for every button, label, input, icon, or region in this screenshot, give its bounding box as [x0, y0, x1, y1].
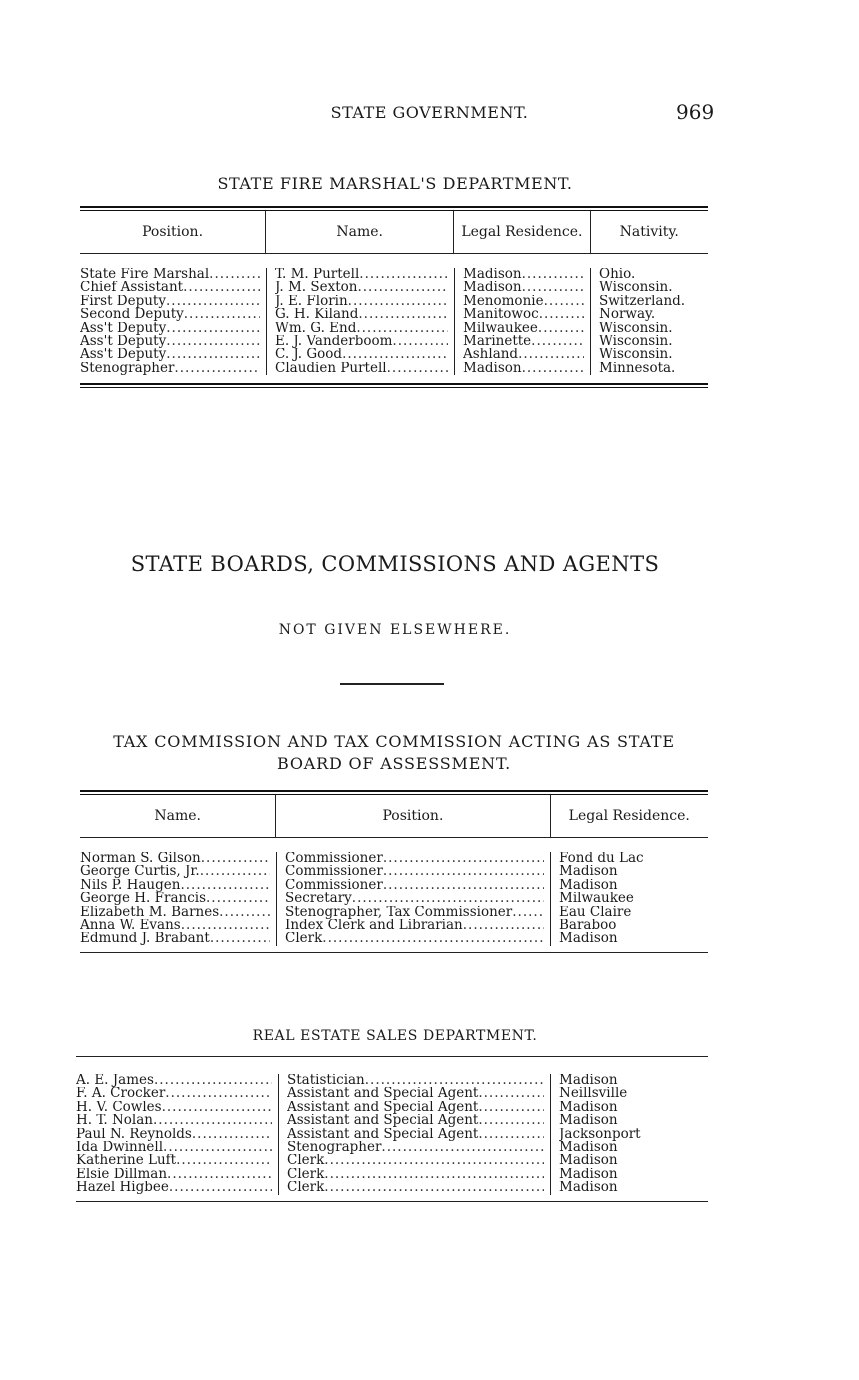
header-name: Name.: [154, 808, 201, 824]
dot-leader: [387, 362, 448, 375]
table-body: [80, 254, 708, 383]
name-cell-text: H. V. Cowles: [76, 1100, 162, 1115]
name-cell: [76, 1074, 272, 1087]
residence-cell-text: Milwaukee: [559, 892, 634, 906]
residence-cell-text: Neillsville: [559, 1087, 628, 1101]
tax-commission-title-line2: BOARD OF ASSESSMENT.: [277, 754, 511, 773]
residence-cell: [463, 348, 584, 361]
nativity-cell-text: Minnesota.: [599, 361, 676, 376]
table-body: [80, 838, 708, 952]
residence-cell-text: Milwaukee: [463, 321, 538, 336]
name-cell: [80, 879, 270, 892]
tax-commission-title: [78, 731, 710, 775]
name-cell: [275, 268, 448, 281]
residence-cell-text: Madison: [559, 1074, 618, 1088]
position-cell-text: Assistant and Special Agent: [287, 1114, 479, 1128]
name-cell-text: H. T. Nolan: [76, 1114, 153, 1128]
name-cell: [76, 1181, 272, 1194]
name-cell: [275, 362, 448, 375]
dot-leader: [183, 281, 260, 294]
position-cell: [287, 1114, 544, 1127]
dot-leader: [219, 906, 270, 919]
nativity-cell: [599, 362, 708, 375]
table-bottom-rule: [80, 383, 708, 388]
residence-cell: [559, 879, 708, 892]
dot-leader: [201, 852, 270, 865]
name-cell-text: J. E. Florin: [275, 294, 348, 309]
position-cell: [80, 362, 260, 375]
dot-leader: [357, 281, 448, 294]
dot-leader: [169, 1181, 272, 1194]
dot-leader: [200, 865, 270, 878]
residence-cell-text: Madison: [559, 865, 618, 879]
nativity-cell-text: Switzerland.: [599, 294, 686, 309]
name-cell-text: C. J. Good: [275, 348, 343, 362]
name-cell: [80, 919, 270, 932]
position-cell-text: Clerk: [287, 1181, 325, 1195]
dot-leader: [166, 348, 260, 361]
position-cell: [285, 879, 544, 892]
position-cell: [80, 348, 260, 361]
name-cell: [275, 295, 448, 308]
residence-cell: [463, 335, 584, 348]
dot-leader: [210, 932, 270, 945]
residence-cell-text: Eau Claire: [559, 905, 632, 920]
position-cell-text: Commissioner: [285, 878, 383, 893]
position-cell-text: Secretary: [285, 892, 352, 906]
nativity-cell: [599, 268, 708, 281]
position-cell-text: Commissioner: [285, 852, 383, 866]
residence-cell: [559, 919, 708, 932]
dot-leader: [392, 335, 448, 348]
table-bottom-rule: [80, 952, 708, 953]
dot-leader: [166, 322, 260, 335]
table-body: [76, 1057, 708, 1201]
dot-leader: [163, 1141, 272, 1154]
dot-leader: [153, 1114, 272, 1127]
position-cell: [80, 335, 260, 348]
residence-cell: [559, 1181, 708, 1194]
residence-cell-text: Madison: [559, 1141, 618, 1155]
dot-leader: [544, 295, 584, 308]
name-cell-text: Elsie Dillman: [76, 1167, 168, 1182]
residence-cell: [463, 308, 584, 321]
residence-cell: [559, 1087, 708, 1100]
residence-cell: [463, 362, 584, 375]
header-name: Name.: [265, 211, 453, 253]
residence-cell: [559, 1128, 708, 1141]
nativity-cell-text: Wisconsin.: [599, 321, 673, 336]
dot-leader: [359, 268, 448, 281]
position-cell: [285, 932, 544, 945]
position-cell-text: Second Deputy: [80, 308, 184, 322]
dot-leader: [174, 362, 260, 375]
name-cell: [76, 1114, 272, 1127]
dot-leader: [342, 348, 448, 361]
real-estate-table: [76, 1056, 708, 1202]
residence-cell-text: Menomonie: [463, 294, 544, 309]
residence-cell-text: Baraboo: [559, 919, 617, 933]
name-cell-text: J. M. Sexton: [275, 281, 358, 295]
dot-leader: [348, 295, 448, 308]
position-cell: [80, 295, 260, 308]
position-cell: [287, 1141, 544, 1154]
position-cell-text: State Fire Marshal: [80, 268, 210, 282]
residence-cell: [559, 1074, 708, 1087]
residence-cell-text: Marinette: [463, 335, 532, 349]
position-cell: [287, 1181, 544, 1194]
position-cell: [80, 268, 260, 281]
dot-leader: [165, 1087, 272, 1100]
dot-leader: [478, 1087, 544, 1100]
name-cell-text: Claudien Purtell: [275, 361, 387, 376]
name-cell-text: Wm. G. End: [275, 321, 357, 336]
residence-cell: [463, 268, 584, 281]
name-cell-text: George Curtis, Jr.: [80, 865, 200, 879]
name-cell: [80, 932, 270, 945]
dot-leader: [522, 281, 584, 294]
dot-leader: [478, 1114, 544, 1127]
residence-cell: [463, 322, 584, 335]
header-legal-residence: Legal Residence.: [550, 795, 709, 837]
position-cell: [287, 1154, 544, 1167]
position-cell-text: Stenographer: [80, 361, 175, 376]
position-cell: [80, 308, 260, 321]
header-legal-residence: Legal Residence.: [453, 211, 589, 253]
section-divider: [340, 683, 444, 685]
residence-cell-text: Madison: [559, 1100, 618, 1115]
residence-cell: [559, 1101, 708, 1114]
residence-cell: [463, 281, 584, 294]
position-cell: [80, 281, 260, 294]
residence-cell: [463, 295, 584, 308]
name-cell-text: Paul N. Reynolds: [76, 1127, 192, 1142]
position-cell-text: Chief Assistant: [80, 281, 184, 295]
residence-cell-text: Fond du Lac: [559, 852, 644, 866]
residence-cell: [559, 892, 708, 905]
position-cell: [285, 919, 544, 932]
residence-cell-text: Madison: [559, 878, 618, 893]
residence-cell-text: Madison: [463, 281, 522, 295]
name-cell: [76, 1128, 272, 1141]
dot-leader: [522, 362, 584, 375]
residence-cell: [559, 1114, 708, 1127]
position-cell: [287, 1168, 544, 1181]
dot-leader: [180, 879, 270, 892]
name-cell: [275, 335, 448, 348]
name-cell-text: Norman S. Gilson: [80, 852, 201, 866]
position-cell: [287, 1128, 544, 1141]
dot-leader: [512, 906, 544, 919]
residence-cell: [559, 1141, 708, 1154]
name-cell: [80, 906, 270, 919]
table-header: [80, 211, 708, 254]
name-cell: [76, 1087, 272, 1100]
dot-leader: [324, 1181, 544, 1194]
position-cell: [287, 1087, 544, 1100]
nativity-cell-text: Norway.: [599, 308, 656, 322]
dot-leader: [538, 322, 584, 335]
nativity-cell: [599, 348, 708, 361]
residence-cell-text: Manitowoc: [463, 308, 539, 322]
position-cell: [287, 1074, 544, 1087]
dot-leader: [166, 335, 260, 348]
header-position: Position.: [275, 795, 549, 837]
dot-leader: [352, 892, 544, 905]
residence-cell: [559, 932, 708, 945]
fire-marshal-table: [80, 206, 708, 388]
dot-leader: [154, 1074, 272, 1087]
dot-leader: [324, 1154, 544, 1167]
residence-cell-text: Madison: [463, 361, 522, 376]
position-cell: [285, 865, 544, 878]
residence-cell: [559, 1154, 708, 1167]
name-cell-text: A. E. James: [76, 1074, 154, 1088]
fire-marshal-title: STATE FIRE MARSHAL'S DEPARTMENT.: [217, 174, 573, 193]
nativity-cell-text: Wisconsin.: [599, 281, 673, 295]
residence-cell: [559, 906, 708, 919]
name-cell: [275, 322, 448, 335]
name-cell-text: Edmund J. Brabant: [80, 932, 210, 946]
name-cell-text: F. A. Crocker: [76, 1087, 166, 1101]
dot-leader: [167, 1168, 272, 1181]
boards-title: STATE BOARDS, COMMISSIONS AND AGENTS: [130, 552, 660, 576]
position-cell-text: Commissioner: [285, 865, 383, 879]
name-cell: [76, 1101, 272, 1114]
position-cell-text: Clerk: [285, 932, 323, 946]
position-cell: [80, 322, 260, 335]
residence-cell: [559, 865, 708, 878]
name-cell-text: Elizabeth M. Barnes: [80, 905, 220, 920]
position-cell-text: Index Clerk and Librarian: [285, 919, 463, 933]
residence-cell-text: Ashland: [463, 348, 519, 362]
dot-leader: [192, 1128, 272, 1141]
position-cell: [285, 852, 544, 865]
name-cell-text: T. M. Purtell: [275, 268, 360, 282]
name-cell-text: Katherine Luft: [76, 1154, 177, 1168]
dot-leader: [463, 919, 544, 932]
dot-leader: [522, 268, 584, 281]
table-header: [80, 795, 708, 838]
dot-leader: [176, 1154, 272, 1167]
position-cell-text: First Deputy: [80, 294, 166, 309]
position-cell-text: Assistant and Special Agent: [287, 1100, 479, 1115]
dot-leader: [322, 932, 544, 945]
dot-leader: [209, 268, 260, 281]
position-cell-text: Assistant and Special Agent: [287, 1087, 479, 1101]
name-cell: [80, 852, 270, 865]
dot-leader: [381, 1141, 544, 1154]
dot-leader: [478, 1101, 544, 1114]
position-cell-text: Ass't Deputy: [80, 348, 167, 362]
name-cell-text: George H. Francis: [80, 892, 207, 906]
position-cell-text: Stenographer: [287, 1141, 382, 1155]
name-cell: [275, 348, 448, 361]
nativity-cell: [599, 308, 708, 321]
table-bottom-rule: [76, 1201, 708, 1202]
dot-leader: [383, 865, 544, 878]
dot-leader: [181, 919, 270, 932]
nativity-cell-text: Wisconsin.: [599, 348, 673, 362]
name-cell-text: Anna W. Evans: [80, 919, 181, 933]
name-cell: [275, 281, 448, 294]
residence-cell-text: Madison: [559, 1181, 618, 1195]
name-cell: [76, 1168, 272, 1181]
dot-leader: [383, 852, 544, 865]
dot-leader: [531, 335, 584, 348]
dot-leader: [539, 308, 584, 321]
residence-cell-text: Madison: [559, 932, 618, 946]
position-cell: [285, 892, 544, 905]
position-cell-text: Ass't Deputy: [80, 335, 167, 349]
name-cell: [275, 308, 448, 321]
nativity-cell-text: Ohio.: [599, 268, 636, 282]
nativity-cell: [599, 295, 708, 308]
tax-commission-table: [80, 790, 708, 953]
dot-leader: [162, 1101, 272, 1114]
name-cell-text: Hazel Higbee: [76, 1181, 169, 1195]
name-cell: [80, 865, 270, 878]
position-cell-text: Statistician: [287, 1074, 365, 1088]
residence-cell-text: Jacksonport: [559, 1127, 641, 1142]
dot-leader: [365, 1074, 544, 1087]
position-cell-text: Ass't Deputy: [80, 321, 167, 336]
dot-leader: [356, 322, 448, 335]
name-cell-text: Ida Dwinnell: [76, 1141, 164, 1155]
dot-leader: [206, 892, 270, 905]
residence-cell-text: Madison: [559, 1114, 618, 1128]
position-cell-text: Stenographer, Tax Commissioner: [285, 905, 513, 920]
running-head: STATE GOVERNMENT.: [330, 103, 529, 122]
nativity-cell: [599, 322, 708, 335]
name-cell: [76, 1154, 272, 1167]
dot-leader: [478, 1128, 544, 1141]
nativity-cell: [599, 335, 708, 348]
residence-cell-text: Madison: [559, 1154, 618, 1168]
nativity-cell-text: Wisconsin.: [599, 335, 673, 349]
position-cell-text: Clerk: [287, 1154, 325, 1168]
name-cell-text: G. H. Kiland: [275, 308, 359, 322]
boards-subtitle: NOT GIVEN ELSEWHERE.: [278, 622, 512, 638]
residence-cell: [559, 852, 708, 865]
name-cell-text: Nils P. Haugen: [80, 878, 181, 893]
real-estate-title: REAL ESTATE SALES DEPARTMENT.: [252, 1028, 538, 1044]
residence-cell: [559, 1168, 708, 1181]
tax-commission-title-line1: TAX COMMISSION AND TAX COMMISSION ACTING AS STATE: [113, 732, 675, 751]
position-cell: [285, 906, 544, 919]
dot-leader: [383, 879, 544, 892]
name-cell-text: E. J. Vanderboom: [275, 335, 393, 349]
dot-leader: [518, 348, 584, 361]
position-cell-text: Assistant and Special Agent: [287, 1127, 479, 1142]
name-cell: [76, 1141, 272, 1154]
residence-cell-text: Madison: [463, 268, 522, 282]
dot-leader: [184, 308, 260, 321]
page-number: 969: [676, 100, 715, 124]
dot-leader: [324, 1168, 544, 1181]
position-cell: [287, 1101, 544, 1114]
position-cell-text: Clerk: [287, 1167, 325, 1182]
header-nativity: Nativity.: [590, 211, 708, 253]
header-position: Position.: [142, 224, 204, 240]
dot-leader: [358, 308, 448, 321]
name-cell: [80, 892, 270, 905]
residence-cell-text: Madison: [559, 1167, 618, 1182]
nativity-cell: [599, 281, 708, 294]
dot-leader: [166, 295, 260, 308]
